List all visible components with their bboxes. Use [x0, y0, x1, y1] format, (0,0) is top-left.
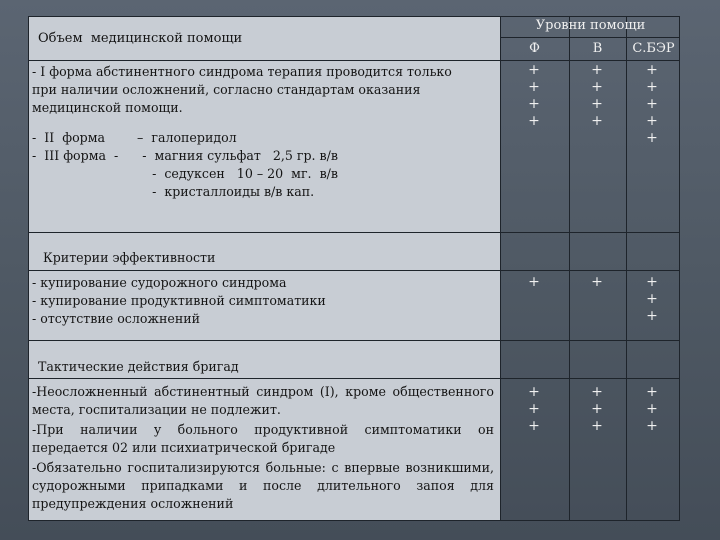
criteria-title: Критерии эффективности	[43, 250, 216, 265]
form1-paragraph: - I форма абстинентного синдрома терапия проводится только при наличии осложнений, согласно стандартам оказания медицинской помощи.	[32, 64, 452, 115]
tactics-title: Тактические действия бригад	[38, 359, 239, 374]
s3-plus-f: + + +	[528, 384, 540, 434]
treatment-list: - II форма – галоперидол - III форма - - магния сульфат 2,5 гр. в/в - седуксен 10 – 20 мг. в/в - кристаллоиды в/в кап.	[32, 130, 338, 199]
tactics-para-2: -При наличии у больного продуктивной симптоматики он передается 02 или психиатрической бригаде	[32, 422, 494, 455]
col-v-header: В	[592, 41, 603, 56]
tactics-para-1: -Неосложненный абстинентный синдром (I), кроме общественного места, госпитализации не подлежит.	[32, 384, 494, 417]
s1-plus-v: + + + +	[591, 62, 603, 129]
s1-plus-f: + + + +	[528, 62, 540, 129]
s3-plus-sber: + + +	[646, 384, 658, 434]
col-sber-header: С.БЭР	[632, 41, 675, 56]
s3-plus-v: + + +	[591, 384, 603, 434]
medical-care-table	[28, 16, 680, 521]
volume-header: Объем медицинской помощи	[38, 31, 243, 46]
col-f-header: Ф	[529, 41, 540, 56]
s2-plus-f: +	[528, 274, 540, 290]
s2-plus-sber: + + +	[646, 274, 658, 324]
criteria-items: - купирование судорожного синдрома - купирование продуктивной симптоматики - отсутствие осложнений	[32, 275, 326, 326]
levels-header: Уровни помощи	[535, 18, 646, 33]
s1-plus-sber: + + + + +	[646, 62, 658, 146]
s2-plus-v: +	[591, 274, 603, 290]
tactics-para-3: -Обязательно госпитализируются больные: с впервые возникшими, судорожными припадками и после длительного запоя для предупреждения осложнений	[32, 460, 494, 511]
